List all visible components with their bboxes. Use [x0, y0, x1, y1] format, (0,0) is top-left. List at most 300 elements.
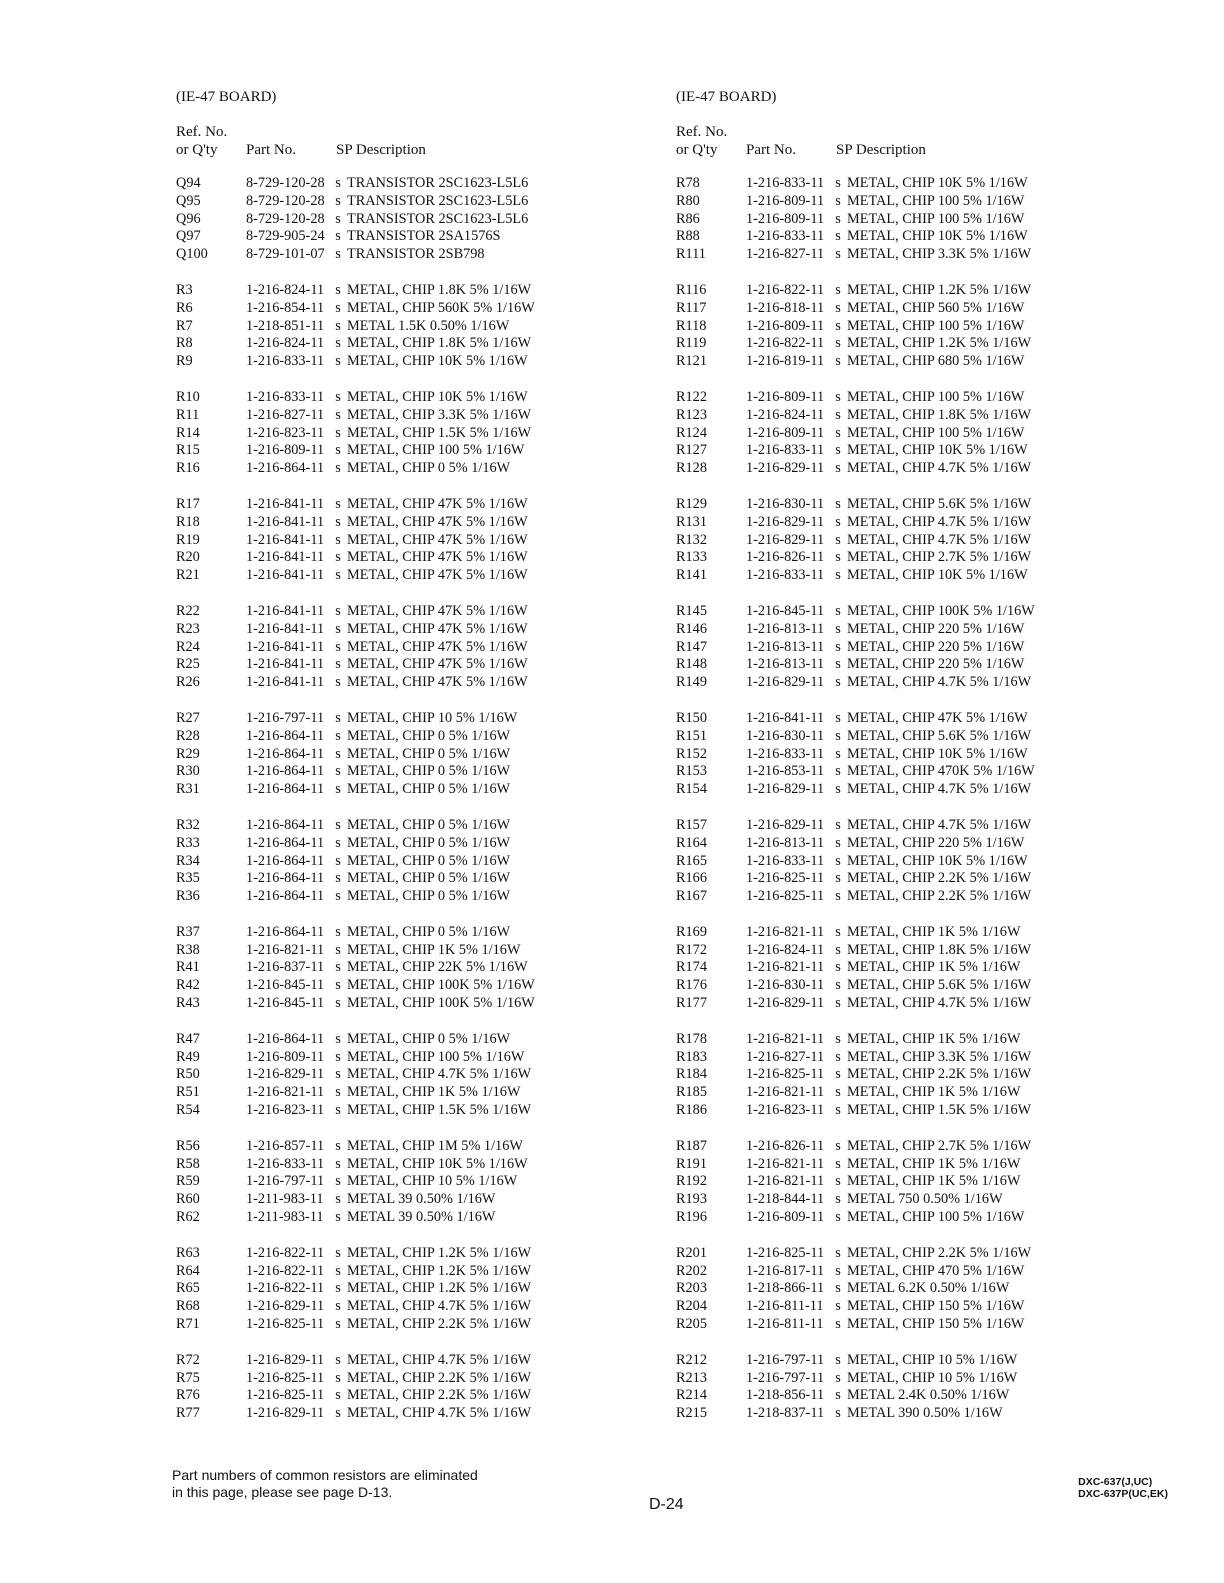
parts-row	[676, 1156, 1196, 1174]
part-no: 1-216-825-11	[246, 1316, 325, 1333]
part-no: 1-216-857-11	[246, 1137, 325, 1154]
sp-flag: s	[335, 977, 341, 994]
description: METAL, CHIP 47K 5% 1/16W	[347, 531, 528, 548]
description: METAL, CHIP 1K 5% 1/16W	[347, 1084, 521, 1101]
part-no: 8-729-120-28	[246, 210, 325, 227]
sp-flag: s	[335, 995, 341, 1012]
sp-flag: s	[335, 674, 341, 691]
part-no: 1-216-824-11	[246, 281, 325, 298]
ref-no: R196	[676, 1209, 707, 1226]
parts-row	[176, 763, 696, 781]
part-no: 1-216-825-11	[246, 1387, 325, 1404]
parts-row	[676, 1173, 1196, 1191]
parts-group	[676, 710, 1196, 799]
ref-no: R202	[676, 1262, 707, 1279]
part-no: 1-216-809-11	[746, 210, 825, 227]
ref-no: R174	[676, 959, 707, 976]
sp-flag: s	[835, 620, 841, 637]
parts-row	[176, 746, 696, 764]
part-no: 1-216-829-11	[746, 460, 825, 477]
sp-flag: s	[835, 816, 841, 833]
sp-flag: s	[335, 335, 341, 352]
ref-no: R68	[176, 1298, 200, 1315]
ref-no: R213	[676, 1369, 707, 1386]
sp-flag: s	[335, 442, 341, 459]
description: METAL, CHIP 220 5% 1/16W	[847, 638, 1025, 655]
part-no: 1-216-809-11	[746, 317, 825, 334]
board-title: (IE-47 BOARD)	[676, 89, 777, 105]
ref-no: R19	[176, 531, 200, 548]
sp-flag: s	[335, 1405, 341, 1422]
part-no: 8-729-101-07	[246, 246, 325, 263]
page-number: D-24	[649, 1496, 684, 1513]
part-no: 1-216-797-11	[746, 1351, 825, 1368]
parts-group	[676, 1352, 1196, 1423]
part-no: 1-216-827-11	[246, 406, 325, 423]
description: METAL, CHIP 1K 5% 1/16W	[847, 923, 1021, 940]
parts-group	[676, 924, 1196, 1013]
description: METAL, CHIP 47K 5% 1/16W	[347, 656, 528, 673]
sp-flag: s	[335, 567, 341, 584]
ref-no: R23	[176, 620, 200, 637]
part-no: 1-218-856-11	[746, 1387, 825, 1404]
ref-no: R129	[676, 495, 707, 512]
parts-row	[676, 942, 1196, 960]
ref-no: R146	[676, 620, 707, 637]
parts-group	[176, 817, 696, 906]
description: METAL, CHIP 10 5% 1/16W	[347, 709, 518, 726]
description: METAL, CHIP 5.6K 5% 1/16W	[847, 977, 1032, 994]
description: METAL, CHIP 220 5% 1/16W	[847, 620, 1025, 637]
ref-no: R184	[676, 1066, 707, 1083]
sp-flag: s	[835, 1387, 841, 1404]
ref-no: R71	[176, 1316, 200, 1333]
description: METAL, CHIP 2.2K 5% 1/16W	[347, 1387, 532, 1404]
description: METAL, CHIP 4.7K 5% 1/16W	[847, 781, 1032, 798]
sp-flag: s	[835, 1405, 841, 1422]
part-no: 1-216-837-11	[246, 959, 325, 976]
parts-row	[176, 1298, 696, 1316]
part-no: 1-216-821-11	[746, 1173, 825, 1190]
parts-row	[676, 1031, 1196, 1049]
ref-no: R148	[676, 656, 707, 673]
part-no: 1-216-829-11	[246, 1351, 325, 1368]
parts-row	[676, 1316, 1196, 1334]
description: METAL, CHIP 1K 5% 1/16W	[847, 1155, 1021, 1172]
part-no: 1-216-809-11	[246, 1048, 325, 1065]
parts-row	[176, 870, 696, 888]
parts-row	[176, 175, 696, 193]
ref-no: R177	[676, 995, 707, 1012]
ref-no: R20	[176, 549, 200, 566]
part-no: 1-216-822-11	[246, 1244, 325, 1261]
ref-no: R26	[176, 674, 200, 691]
sp-flag: s	[335, 1084, 341, 1101]
parts-row	[176, 532, 696, 550]
parts-row	[676, 1263, 1196, 1281]
part-no: 1-216-822-11	[746, 281, 825, 298]
parts-row	[676, 1298, 1196, 1316]
sp-flag: s	[835, 567, 841, 584]
part-no: 1-216-827-11	[746, 1048, 825, 1065]
parts-row	[176, 853, 696, 871]
ref-no: R16	[176, 460, 200, 477]
parts-row	[176, 1084, 696, 1102]
description: METAL, CHIP 100 5% 1/16W	[847, 210, 1025, 227]
parts-group	[176, 710, 696, 799]
parts-row	[176, 228, 696, 246]
parts-row	[676, 282, 1196, 300]
part-no: 1-216-818-11	[746, 299, 825, 316]
sp-flag: s	[335, 1262, 341, 1279]
part-no: 1-216-825-11	[746, 888, 825, 905]
part-no: 1-216-809-11	[746, 192, 825, 209]
sp-flag: s	[335, 460, 341, 477]
ref-no: R133	[676, 549, 707, 566]
sp-flag: s	[335, 1137, 341, 1154]
ref-no: R49	[176, 1048, 200, 1065]
part-no: 1-216-841-11	[246, 638, 325, 655]
ref-no: R63	[176, 1244, 200, 1261]
part-no: 1-216-809-11	[746, 424, 825, 441]
sp-flag: s	[335, 959, 341, 976]
ref-no: R80	[676, 192, 700, 209]
description: METAL, CHIP 5.6K 5% 1/16W	[847, 727, 1032, 744]
sp-flag: s	[835, 406, 841, 423]
ref-no: R15	[176, 442, 200, 459]
sp-flag: s	[835, 1030, 841, 1047]
description: METAL, CHIP 4.7K 5% 1/16W	[847, 995, 1032, 1012]
parts-row	[176, 1049, 696, 1067]
parts-group	[176, 1031, 696, 1120]
part-no: 1-218-844-11	[746, 1191, 825, 1208]
ref-no: R167	[676, 888, 707, 905]
ref-no: R64	[176, 1262, 200, 1279]
parts-row	[676, 193, 1196, 211]
parts-row	[176, 318, 696, 336]
description: METAL, CHIP 1K 5% 1/16W	[347, 941, 521, 958]
part-no: 1-216-821-11	[246, 1084, 325, 1101]
ref-no: R86	[676, 210, 700, 227]
description: METAL, CHIP 1.5K 5% 1/16W	[347, 1102, 532, 1119]
description: METAL, CHIP 47K 5% 1/16W	[347, 513, 528, 530]
part-no: 1-216-822-11	[746, 335, 825, 352]
description: METAL, CHIP 680 5% 1/16W	[847, 353, 1025, 370]
model-number	[1078, 1476, 1168, 1500]
sp-flag: s	[835, 1316, 841, 1333]
part-no: 1-216-864-11	[246, 852, 325, 869]
model-line-2: DXC-637P(UC,EK)	[1078, 1488, 1168, 1500]
description: METAL, CHIP 10K 5% 1/16W	[347, 1155, 528, 1172]
description: METAL, CHIP 4.7K 5% 1/16W	[847, 531, 1032, 548]
sp-flag: s	[835, 852, 841, 869]
description: METAL, CHIP 47K 5% 1/16W	[347, 638, 528, 655]
ref-no: R6	[176, 299, 193, 316]
description: METAL, CHIP 220 5% 1/16W	[847, 834, 1025, 851]
sp-flag: s	[335, 1173, 341, 1190]
ref-no: R204	[676, 1298, 707, 1315]
sp-flag: s	[335, 1387, 341, 1404]
part-no: 1-216-817-11	[746, 1262, 825, 1279]
parts-row	[176, 211, 696, 229]
parts-group	[176, 1138, 696, 1227]
ref-no: R9	[176, 353, 193, 370]
parts-row	[676, 1405, 1196, 1423]
description: METAL, CHIP 0 5% 1/16W	[347, 460, 511, 477]
description: METAL, CHIP 1.5K 5% 1/16W	[847, 1102, 1032, 1119]
parts-row	[176, 335, 696, 353]
parts-row	[676, 425, 1196, 443]
board-title: (IE-47 BOARD)	[176, 89, 277, 105]
part-no: 1-216-825-11	[246, 1369, 325, 1386]
ref-no: R183	[676, 1048, 707, 1065]
description: METAL, CHIP 4.7K 5% 1/16W	[847, 816, 1032, 833]
ref-no: Q97	[176, 228, 201, 245]
sp-flag: s	[835, 424, 841, 441]
ref-no: R50	[176, 1066, 200, 1083]
sp-flag: s	[835, 175, 841, 191]
sp-flag: s	[335, 1209, 341, 1226]
part-no: 1-216-864-11	[246, 781, 325, 798]
ref-no: R201	[676, 1244, 707, 1261]
sp-flag: s	[335, 923, 341, 940]
sp-flag: s	[835, 656, 841, 673]
description: METAL, CHIP 3.3K 5% 1/16W	[847, 246, 1032, 263]
ref-no: R24	[176, 638, 200, 655]
description: METAL, CHIP 22K 5% 1/16W	[347, 959, 528, 976]
part-no: 1-216-833-11	[746, 442, 825, 459]
ref-no: R131	[676, 513, 707, 530]
parts-row	[176, 817, 696, 835]
part-no: 1-216-841-11	[246, 531, 325, 548]
ref-no: R151	[676, 727, 707, 744]
part-no: 1-216-825-11	[746, 1066, 825, 1083]
ref-no: R25	[176, 656, 200, 673]
description: METAL, CHIP 4.7K 5% 1/16W	[347, 1351, 532, 1368]
ref-no: R123	[676, 406, 707, 423]
description: TRANSISTOR 2SC1623-L5L6	[347, 210, 529, 227]
ref-no: R14	[176, 424, 200, 441]
sp-flag: s	[835, 602, 841, 619]
ref-no: R51	[176, 1084, 200, 1101]
ref-no: R154	[676, 781, 707, 798]
ref-no: R29	[176, 745, 200, 762]
description: METAL, CHIP 470K 5% 1/16W	[847, 763, 1035, 780]
part-no: 1-216-864-11	[246, 870, 325, 887]
description: METAL, CHIP 4.7K 5% 1/16W	[347, 1298, 532, 1315]
part-no: 1-216-819-11	[746, 353, 825, 370]
parts-list	[176, 175, 696, 1423]
parts-row	[676, 835, 1196, 853]
description: METAL, CHIP 10 5% 1/16W	[847, 1369, 1018, 1386]
description: TRANSISTOR 2SA1576S	[347, 228, 501, 245]
description: METAL, CHIP 10 5% 1/16W	[347, 1173, 518, 1190]
description: METAL, CHIP 0 5% 1/16W	[347, 781, 511, 798]
ref-no: R149	[676, 674, 707, 691]
ref-no: R192	[676, 1173, 707, 1190]
description: METAL, CHIP 0 5% 1/16W	[347, 870, 511, 887]
ref-no: R147	[676, 638, 707, 655]
parts-row	[676, 1352, 1196, 1370]
parts-row	[676, 1084, 1196, 1102]
part-no: 1-216-864-11	[246, 460, 325, 477]
parts-row	[176, 1316, 696, 1334]
parts-group	[176, 496, 696, 585]
parts-row	[676, 959, 1196, 977]
ref-no: R34	[176, 852, 200, 869]
description: METAL, CHIP 4.7K 5% 1/16W	[347, 1066, 532, 1083]
ref-no: R165	[676, 852, 707, 869]
parts-row	[176, 282, 696, 300]
ref-no: R76	[176, 1387, 200, 1404]
ref-no: R141	[676, 567, 707, 584]
part-no: 1-216-829-11	[246, 1405, 325, 1422]
part-no: 1-216-825-11	[746, 870, 825, 887]
sp-flag: s	[335, 513, 341, 530]
part-no: 1-216-809-11	[746, 388, 825, 405]
part-no: 1-216-824-11	[746, 406, 825, 423]
sp-flag: s	[835, 531, 841, 548]
ref-no: R166	[676, 870, 707, 887]
sp-flag: s	[835, 513, 841, 530]
description: METAL, CHIP 470 5% 1/16W	[847, 1262, 1025, 1279]
ref-no: R8	[176, 335, 193, 352]
description: METAL, CHIP 10K 5% 1/16W	[847, 175, 1028, 191]
sp-flag: s	[835, 959, 841, 976]
description: TRANSISTOR 2SC1623-L5L6	[347, 175, 529, 191]
description: METAL, CHIP 150 5% 1/16W	[847, 1316, 1025, 1333]
part-no: 1-216-822-11	[246, 1280, 325, 1297]
part-no: 1-216-841-11	[246, 567, 325, 584]
part-no: 1-216-854-11	[246, 299, 325, 316]
ref-no: R88	[676, 228, 700, 245]
parts-row	[176, 710, 696, 728]
ref-no: R127	[676, 442, 707, 459]
description: METAL, CHIP 10K 5% 1/16W	[847, 228, 1028, 245]
description: METAL, CHIP 0 5% 1/16W	[347, 816, 511, 833]
part-no: 1-216-823-11	[746, 1102, 825, 1119]
sp-flag: s	[335, 406, 341, 423]
sp-flag: s	[335, 388, 341, 405]
sp-flag: s	[835, 1137, 841, 1154]
part-no: 1-216-821-11	[746, 1084, 825, 1101]
parts-group	[176, 1352, 696, 1423]
sp-flag: s	[335, 727, 341, 744]
description: METAL, CHIP 1K 5% 1/16W	[847, 1173, 1021, 1190]
parts-group	[676, 389, 1196, 478]
parts-row	[676, 781, 1196, 799]
sp-flag: s	[835, 763, 841, 780]
sp-flag: s	[335, 620, 341, 637]
parts-row	[176, 835, 696, 853]
part-no: 1-216-864-11	[246, 763, 325, 780]
parts-row	[676, 763, 1196, 781]
parts-row	[676, 870, 1196, 888]
ref-no: R157	[676, 816, 707, 833]
parts-row	[676, 639, 1196, 657]
sp-flag: s	[335, 1030, 341, 1047]
parts-row	[676, 710, 1196, 728]
part-no: 1-216-841-11	[246, 620, 325, 637]
sp-flag: s	[835, 317, 841, 334]
description: METAL, CHIP 0 5% 1/16W	[347, 923, 511, 940]
sp-flag: s	[835, 388, 841, 405]
ref-no: R186	[676, 1102, 707, 1119]
ref-no: R122	[676, 388, 707, 405]
description: METAL, CHIP 1.2K 5% 1/16W	[347, 1262, 532, 1279]
description: METAL, CHIP 47K 5% 1/16W	[347, 602, 528, 619]
parts-row	[676, 656, 1196, 674]
ref-no: R35	[176, 870, 200, 887]
part-no: 1-218-837-11	[746, 1405, 825, 1422]
parts-row	[176, 674, 696, 692]
parts-row	[676, 567, 1196, 585]
sp-flag: s	[335, 852, 341, 869]
ref-no: R59	[176, 1173, 200, 1190]
parts-row	[176, 1370, 696, 1388]
parts-group	[176, 924, 696, 1013]
parts-row	[176, 995, 696, 1013]
qty-header: or Q'ty	[176, 142, 218, 158]
description: METAL, CHIP 4.7K 5% 1/16W	[347, 1405, 532, 1422]
ref-no: R38	[176, 941, 200, 958]
description: METAL, CHIP 10K 5% 1/16W	[847, 567, 1028, 584]
part-no: 1-216-864-11	[246, 1030, 325, 1047]
parts-row	[676, 353, 1196, 371]
sp-flag: s	[835, 977, 841, 994]
part-no: 1-216-833-11	[746, 175, 825, 191]
part-no: 1-216-829-11	[746, 816, 825, 833]
part-no: 1-216-841-11	[246, 549, 325, 566]
parts-row	[176, 425, 696, 443]
ref-no: R117	[676, 299, 707, 316]
part-no: 1-216-829-11	[746, 674, 825, 691]
parts-group	[676, 175, 1196, 264]
parts-group	[176, 389, 696, 478]
sp-flag: s	[835, 781, 841, 798]
parts-row	[676, 549, 1196, 567]
model-line-1: DXC-637(J,UC)	[1078, 1476, 1153, 1488]
left-parts-column	[176, 88, 696, 1441]
sp-flag: s	[335, 1298, 341, 1315]
description: METAL, CHIP 47K 5% 1/16W	[347, 674, 528, 691]
ref-no: R172	[676, 941, 707, 958]
part-no: 1-216-833-11	[746, 567, 825, 584]
description: METAL, CHIP 3.3K 5% 1/16W	[847, 1048, 1032, 1065]
sp-flag: s	[335, 531, 341, 548]
part-no: 1-216-864-11	[246, 888, 325, 905]
part-no: 1-216-821-11	[746, 959, 825, 976]
description: METAL, CHIP 2.2K 5% 1/16W	[847, 888, 1032, 905]
part-no: 1-218-851-11	[246, 317, 325, 334]
sp-flag: s	[835, 1298, 841, 1315]
description: METAL 390 0.50% 1/16W	[847, 1405, 1003, 1422]
sp-flag: s	[335, 175, 341, 191]
part-no: 1-216-833-11	[246, 1155, 325, 1172]
description: METAL, CHIP 2.2K 5% 1/16W	[847, 1244, 1032, 1261]
sp-flag: s	[335, 1351, 341, 1368]
sp-flag: s	[335, 549, 341, 566]
ref-no: R212	[676, 1351, 707, 1368]
ref-no: R150	[676, 709, 707, 726]
part-no: 1-216-829-11	[246, 1298, 325, 1315]
ref-no: R3	[176, 281, 193, 298]
part-no: 1-216-809-11	[246, 442, 325, 459]
sp-flag: s	[335, 192, 341, 209]
part-no: 1-216-821-11	[746, 1155, 825, 1172]
parts-group	[176, 282, 696, 371]
sp-flag: s	[335, 941, 341, 958]
